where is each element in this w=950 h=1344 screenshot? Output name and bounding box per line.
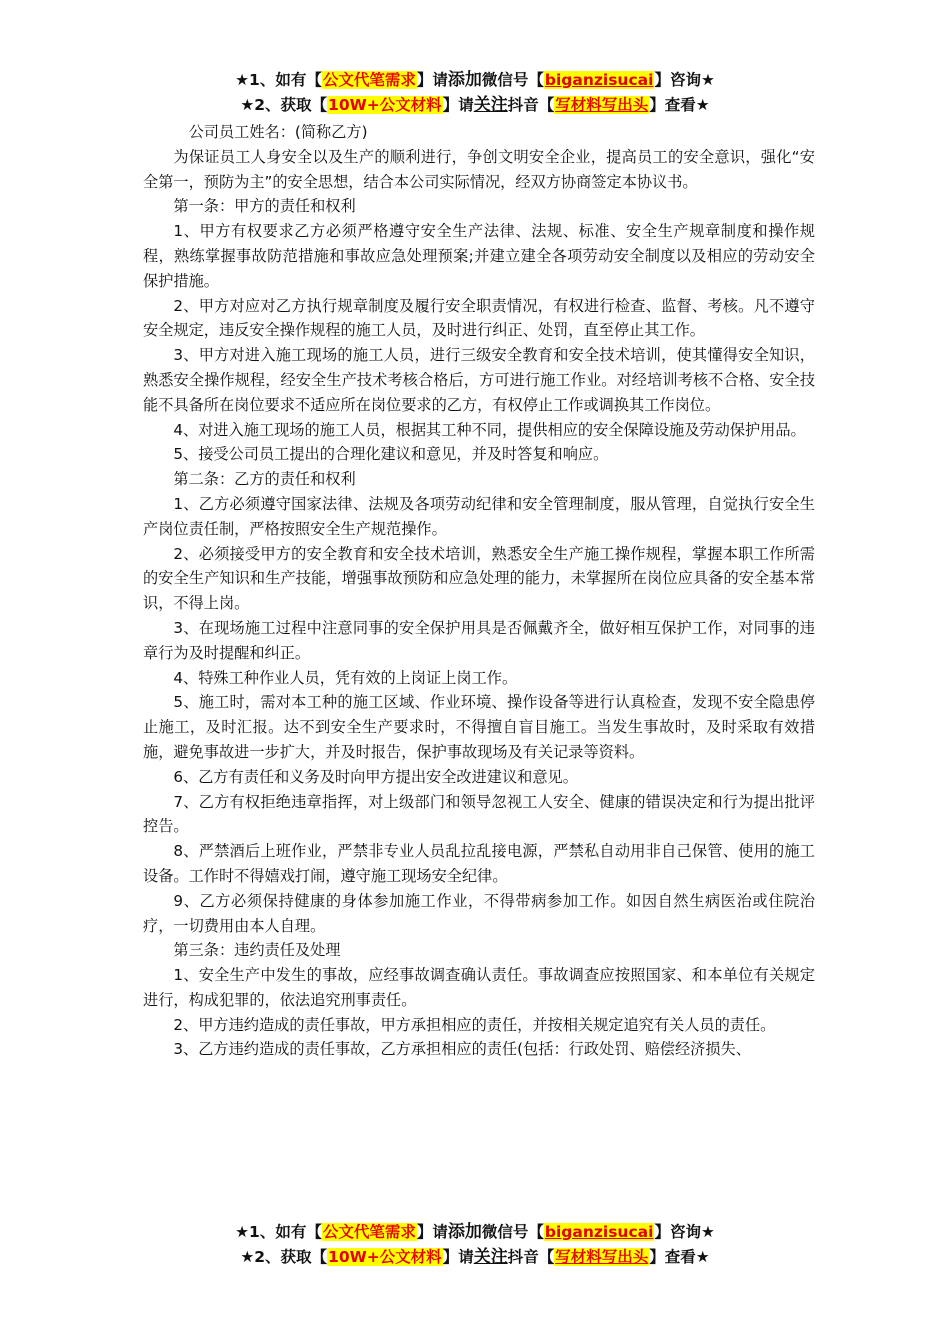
banner-text: 抖音【 bbox=[507, 96, 555, 114]
clause-paragraph: 3、在现场施工过程中注意同事的安全保护用具是否佩戴齐全，做好相互保护工作，对同事的违章行为及时提醒和纠正。 bbox=[143, 618, 815, 662]
banner-text: 抖音【 bbox=[507, 1248, 555, 1266]
banner-emphasis: 关注 bbox=[473, 95, 508, 115]
banner-text: 微信号【 bbox=[481, 1223, 544, 1241]
banner-text: ★1、如有【 bbox=[235, 1223, 322, 1241]
banner-text: 】请 bbox=[416, 71, 448, 89]
clause-paragraph: 2、甲方对应对乙方执行规章制度及履行安全职责情况，有权进行检查、监督、考核。凡不遵守安全规定，违反安全操作规程的施工人员，及时进行纠正、处罚，直至停止其工作。 bbox=[143, 296, 815, 340]
clause-paragraph: 8、严禁酒后上班作业，严禁非专业人员乱拉乱接电源，严禁私自动用非自己保管、使用的施工设备。工作时不得嬉戏打闹，遵守施工现场安全纪律。 bbox=[143, 842, 815, 885]
banner-text: ★2、获取【 bbox=[240, 96, 328, 114]
promo-banner-top-2 bbox=[0, 93, 950, 118]
clause-paragraph: 6、乙方有责任和义务及时向甲方提出安全改进建议和意见。 bbox=[173, 767, 578, 786]
banner-highlight-douyin-id: 写材料写出头 bbox=[555, 1248, 649, 1266]
banner-highlight-wechat-id: biganzisucai bbox=[544, 1223, 654, 1241]
clause-paragraph: 5、施工时，需对本工种的施工区域、作业环境、操作设备等进行认真检查，发现不安全隐患停止施工，及时汇报。达不到安全生产要求时，不得擅自盲目施工。当发生事故时，及时采取有效措施，避免事故进一步扩大，并及时报告，保护事故现场及有关记录等资料。 bbox=[143, 693, 815, 761]
banner-highlight-douyin-id: 写材料写出头 bbox=[555, 96, 649, 114]
banner-highlight: 公文代笔需求 bbox=[322, 1223, 416, 1241]
clause-paragraph: 3、甲方对进入施工现场的施工人员，进行三级安全教育和安全技术培训，使其懂得安全知识，熟悉安全操作规程，经安全生产技术考核合格后，方可进行施工作业。对经培训考核不合格、安全技能不具备所在岗位要求不适应所在岗位要求的乙方，有权停止工作或调换其工作岗位。 bbox=[143, 346, 815, 414]
banner-text: 】请 bbox=[442, 96, 474, 114]
clause-paragraph: 1、乙方必须遵守国家法律、法规及各项劳动纪律和安全管理制度，服从管理，自觉执行安全生产岗位责任制，严格按照安全生产规范操作。 bbox=[143, 494, 815, 538]
banner-text: 】请 bbox=[442, 1248, 474, 1266]
clause-paragraph: 3、乙方违约造成的责任事故，乙方承担相应的责任(包括：行政处罚、赔偿经济损失、 bbox=[173, 1040, 751, 1059]
banner-text: 】咨询★ bbox=[654, 71, 715, 89]
banner-text: 】查看★ bbox=[649, 1248, 710, 1266]
banner-text: 微信号【 bbox=[481, 71, 544, 89]
article-heading: 第一条：甲方的责任和权利 bbox=[173, 197, 356, 216]
article-heading: 第三条：违约责任及处理 bbox=[173, 941, 341, 960]
banner-highlight: 10W+公文材料 bbox=[328, 1248, 442, 1266]
banner-highlight-wechat-id: biganzisucai bbox=[544, 71, 654, 89]
clause-paragraph: 4、特殊工种作业人员，凭有效的上岗证上岗工作。 bbox=[173, 668, 518, 687]
banner-text: 】咨询★ bbox=[654, 1223, 715, 1241]
agreement-body bbox=[143, 120, 815, 1062]
clause-paragraph: 7、乙方有权拒绝违章指挥，对上级部门和领导忽视工人安全、健康的错误决定和行为提出批评控告。 bbox=[143, 792, 815, 836]
clause-paragraph: 9、乙方必须保持健康的身体参加施工作业，不得带病参加工作。如因自然生病医治或住院治疗，一切费用由本人自理。 bbox=[143, 891, 815, 935]
clause-paragraph: 4、对进入施工现场的施工人员，根据其工种不同，提供相应的安全保障设施及劳动保护用品。 bbox=[173, 420, 806, 439]
clause-paragraph: 5、接受公司员工提出的合理化建议和意见，并及时答复和响应。 bbox=[173, 445, 609, 464]
banner-emphasis: 添加 bbox=[447, 70, 482, 90]
banner-text: 】查看★ bbox=[649, 96, 710, 114]
banner-text: ★2、获取【 bbox=[240, 1248, 328, 1266]
clause-paragraph: 1、甲方有权要求乙方必须严格遵守安全生产法律、法规、标准、安全生产规章制度和操作规程，熟练掌握事故防范措施和事故应急处理预案;并建立建全各项劳动安全制度以及相应的劳动安全保护措施。 bbox=[143, 222, 815, 290]
employee-name-line: 公司员工姓名：(简称乙方) bbox=[188, 123, 368, 141]
promo-banner-top-1 bbox=[0, 68, 950, 93]
banner-highlight: 10W+公文材料 bbox=[328, 96, 442, 114]
preamble-paragraph: 为保证员工人身安全以及生产的顺利进行，争创文明安全企业，提高员工的安全意识，强化“安全第一，预防为主”的安全思想，结合本公司实际情况，经双方协商签定本协议书。 bbox=[143, 147, 815, 191]
clause-paragraph: 2、必须接受甲方的安全教育和安全技术培训，熟悉安全生产施工操作规程，掌握本职工作所需的安全生产知识和生产技能，增强事故预防和应急处理的能力，未掌握所在岗位应具备的安全基本常识，不得上岗。 bbox=[143, 544, 815, 613]
banner-text: 】请 bbox=[416, 1223, 448, 1241]
promo-banner-bottom-1 bbox=[0, 1220, 950, 1245]
article-heading: 第二条：乙方的责任和权利 bbox=[173, 470, 356, 489]
promo-banner-bottom-2 bbox=[0, 1245, 950, 1270]
banner-emphasis: 关注 bbox=[473, 1247, 508, 1267]
banner-text: ★1、如有【 bbox=[235, 71, 322, 89]
banner-highlight: 公文代笔需求 bbox=[322, 71, 416, 89]
clause-paragraph: 2、甲方违约造成的责任事故，甲方承担相应的责任，并按相关规定追究有关人员的责任。 bbox=[173, 1015, 776, 1034]
banner-emphasis: 添加 bbox=[447, 1222, 482, 1242]
clause-paragraph: 1、安全生产中发生的事故，应经事故调查确认责任。事故调查应按照国家、和本单位有关规定进行，构成犯罪的，依法追究刑事责任。 bbox=[143, 966, 815, 1009]
